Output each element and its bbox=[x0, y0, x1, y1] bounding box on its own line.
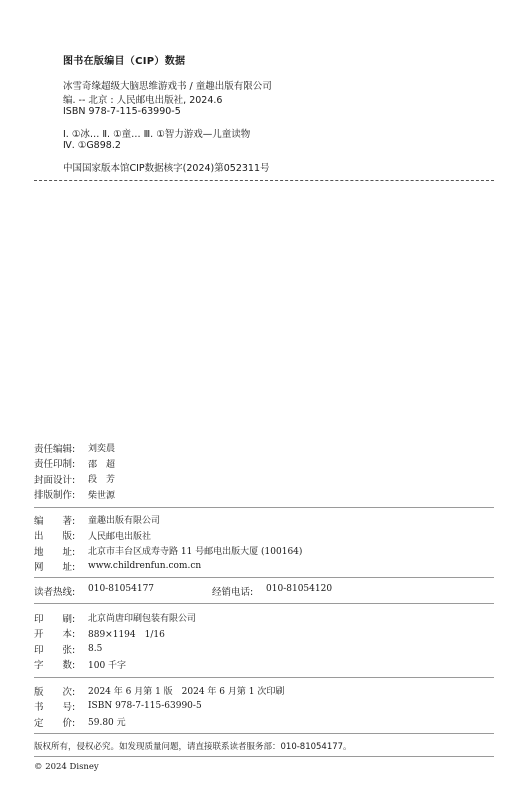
edition-block bbox=[34, 683, 284, 730]
edition-row bbox=[34, 683, 284, 699]
staff-value: 柴世源 bbox=[88, 490, 116, 501]
cip-record-number: 中国国家版本馆CIP数据核字(2024)第052311号 bbox=[63, 163, 270, 174]
hotline-row bbox=[34, 584, 332, 598]
reader-hotline-value: 010-81054177 bbox=[88, 584, 155, 594]
printing-label: 开 本: bbox=[34, 629, 76, 641]
staff-value: 段 芳 bbox=[88, 475, 116, 486]
printing-label: 字 数: bbox=[34, 660, 76, 672]
cip-class-number-line: Ⅳ. ①G898.2 bbox=[63, 140, 121, 151]
edition-label: 版 次: bbox=[34, 686, 76, 698]
cip-publisher-line: 编. -- 北京 : 人民邮电出版社, 2024.6 bbox=[63, 95, 223, 106]
printing-value: 北京尚唐印刷包装有限公司 bbox=[88, 614, 197, 625]
reader-hotline-label: 读者热线: bbox=[34, 587, 76, 598]
section-divider bbox=[34, 733, 494, 734]
cip-book-title-line: 冰雪奇缘超级大脑思维游戏书 / 童趣出版有限公司 bbox=[63, 81, 272, 92]
staff-label: 封面设计: bbox=[34, 474, 76, 486]
publisher-label: 出 版: bbox=[34, 531, 76, 543]
publisher-label: 编 著: bbox=[34, 515, 76, 527]
staff-value: 刘奕晨 bbox=[88, 444, 116, 455]
edition-row bbox=[34, 699, 284, 715]
sales-phone-value: 010-81054120 bbox=[266, 584, 333, 594]
edition-value: ISBN 978-7-115-63990-5 bbox=[88, 701, 202, 712]
publisher-value: 人民邮电出版社 bbox=[88, 531, 152, 542]
edition-value: 2024 年 6 月第 1 版 2024 年 6 月第 1 次印刷 bbox=[88, 687, 285, 698]
edition-label: 书 号: bbox=[34, 702, 76, 714]
publisher-label: 网 址: bbox=[34, 562, 76, 574]
printing-value: 100 千字 bbox=[88, 660, 127, 671]
staff-row bbox=[34, 456, 115, 472]
printing-row bbox=[34, 626, 196, 642]
section-divider bbox=[34, 577, 494, 578]
section-divider bbox=[34, 507, 494, 508]
publisher-label: 地 址: bbox=[34, 546, 76, 558]
cip-classification-line: Ⅰ. ①冰… Ⅱ. ①童… Ⅲ. ①智力游戏—儿童读物 bbox=[63, 129, 251, 140]
section-divider bbox=[34, 603, 494, 604]
staff-row bbox=[34, 471, 115, 487]
publisher-value: www.childrenfun.com.cn bbox=[88, 561, 202, 572]
publisher-block bbox=[34, 512, 302, 574]
disney-copyright: © 2024 Disney bbox=[34, 762, 99, 772]
printing-label: 印 刷: bbox=[34, 613, 76, 625]
printing-row bbox=[34, 657, 196, 673]
publisher-row bbox=[34, 559, 302, 575]
printing-row bbox=[34, 610, 196, 626]
rights-notice: 版权所有，侵权必究。如发现质量问题，请直接联系读者服务部：010-81054177。 bbox=[34, 742, 352, 752]
staff-label: 排版制作: bbox=[34, 490, 76, 502]
printing-row bbox=[34, 641, 196, 657]
cip-title: 图书在版编目（CIP）数据 bbox=[63, 56, 186, 67]
publisher-value: 北京市丰台区成寿寺路 11 号邮电出版大厦 (100164) bbox=[88, 547, 303, 558]
staff-label: 责任编辑: bbox=[34, 443, 76, 455]
edition-label: 定 价: bbox=[34, 717, 76, 729]
edition-row bbox=[34, 714, 284, 730]
section-divider bbox=[34, 756, 494, 757]
staff-block bbox=[34, 440, 115, 502]
printing-label: 印 张: bbox=[34, 644, 76, 656]
publisher-value: 童趣出版有限公司 bbox=[88, 516, 161, 527]
section-divider bbox=[34, 677, 494, 678]
cip-isbn-line: ISBN 978-7-115-63990-5 bbox=[63, 106, 181, 117]
printing-block bbox=[34, 610, 196, 672]
staff-row bbox=[34, 440, 115, 456]
sales-phone-label: 经销电话: bbox=[212, 587, 254, 598]
publisher-row bbox=[34, 512, 302, 528]
publisher-row bbox=[34, 543, 302, 559]
printing-value: 8.5 bbox=[88, 643, 103, 654]
staff-row bbox=[34, 487, 115, 503]
edition-value: 59.80 元 bbox=[88, 718, 126, 729]
printing-value: 889×1194 1/16 bbox=[88, 629, 165, 640]
publisher-row bbox=[34, 528, 302, 544]
staff-value: 邵 超 bbox=[88, 459, 116, 470]
dashed-divider bbox=[34, 180, 494, 181]
staff-label: 责任印制: bbox=[34, 459, 76, 471]
